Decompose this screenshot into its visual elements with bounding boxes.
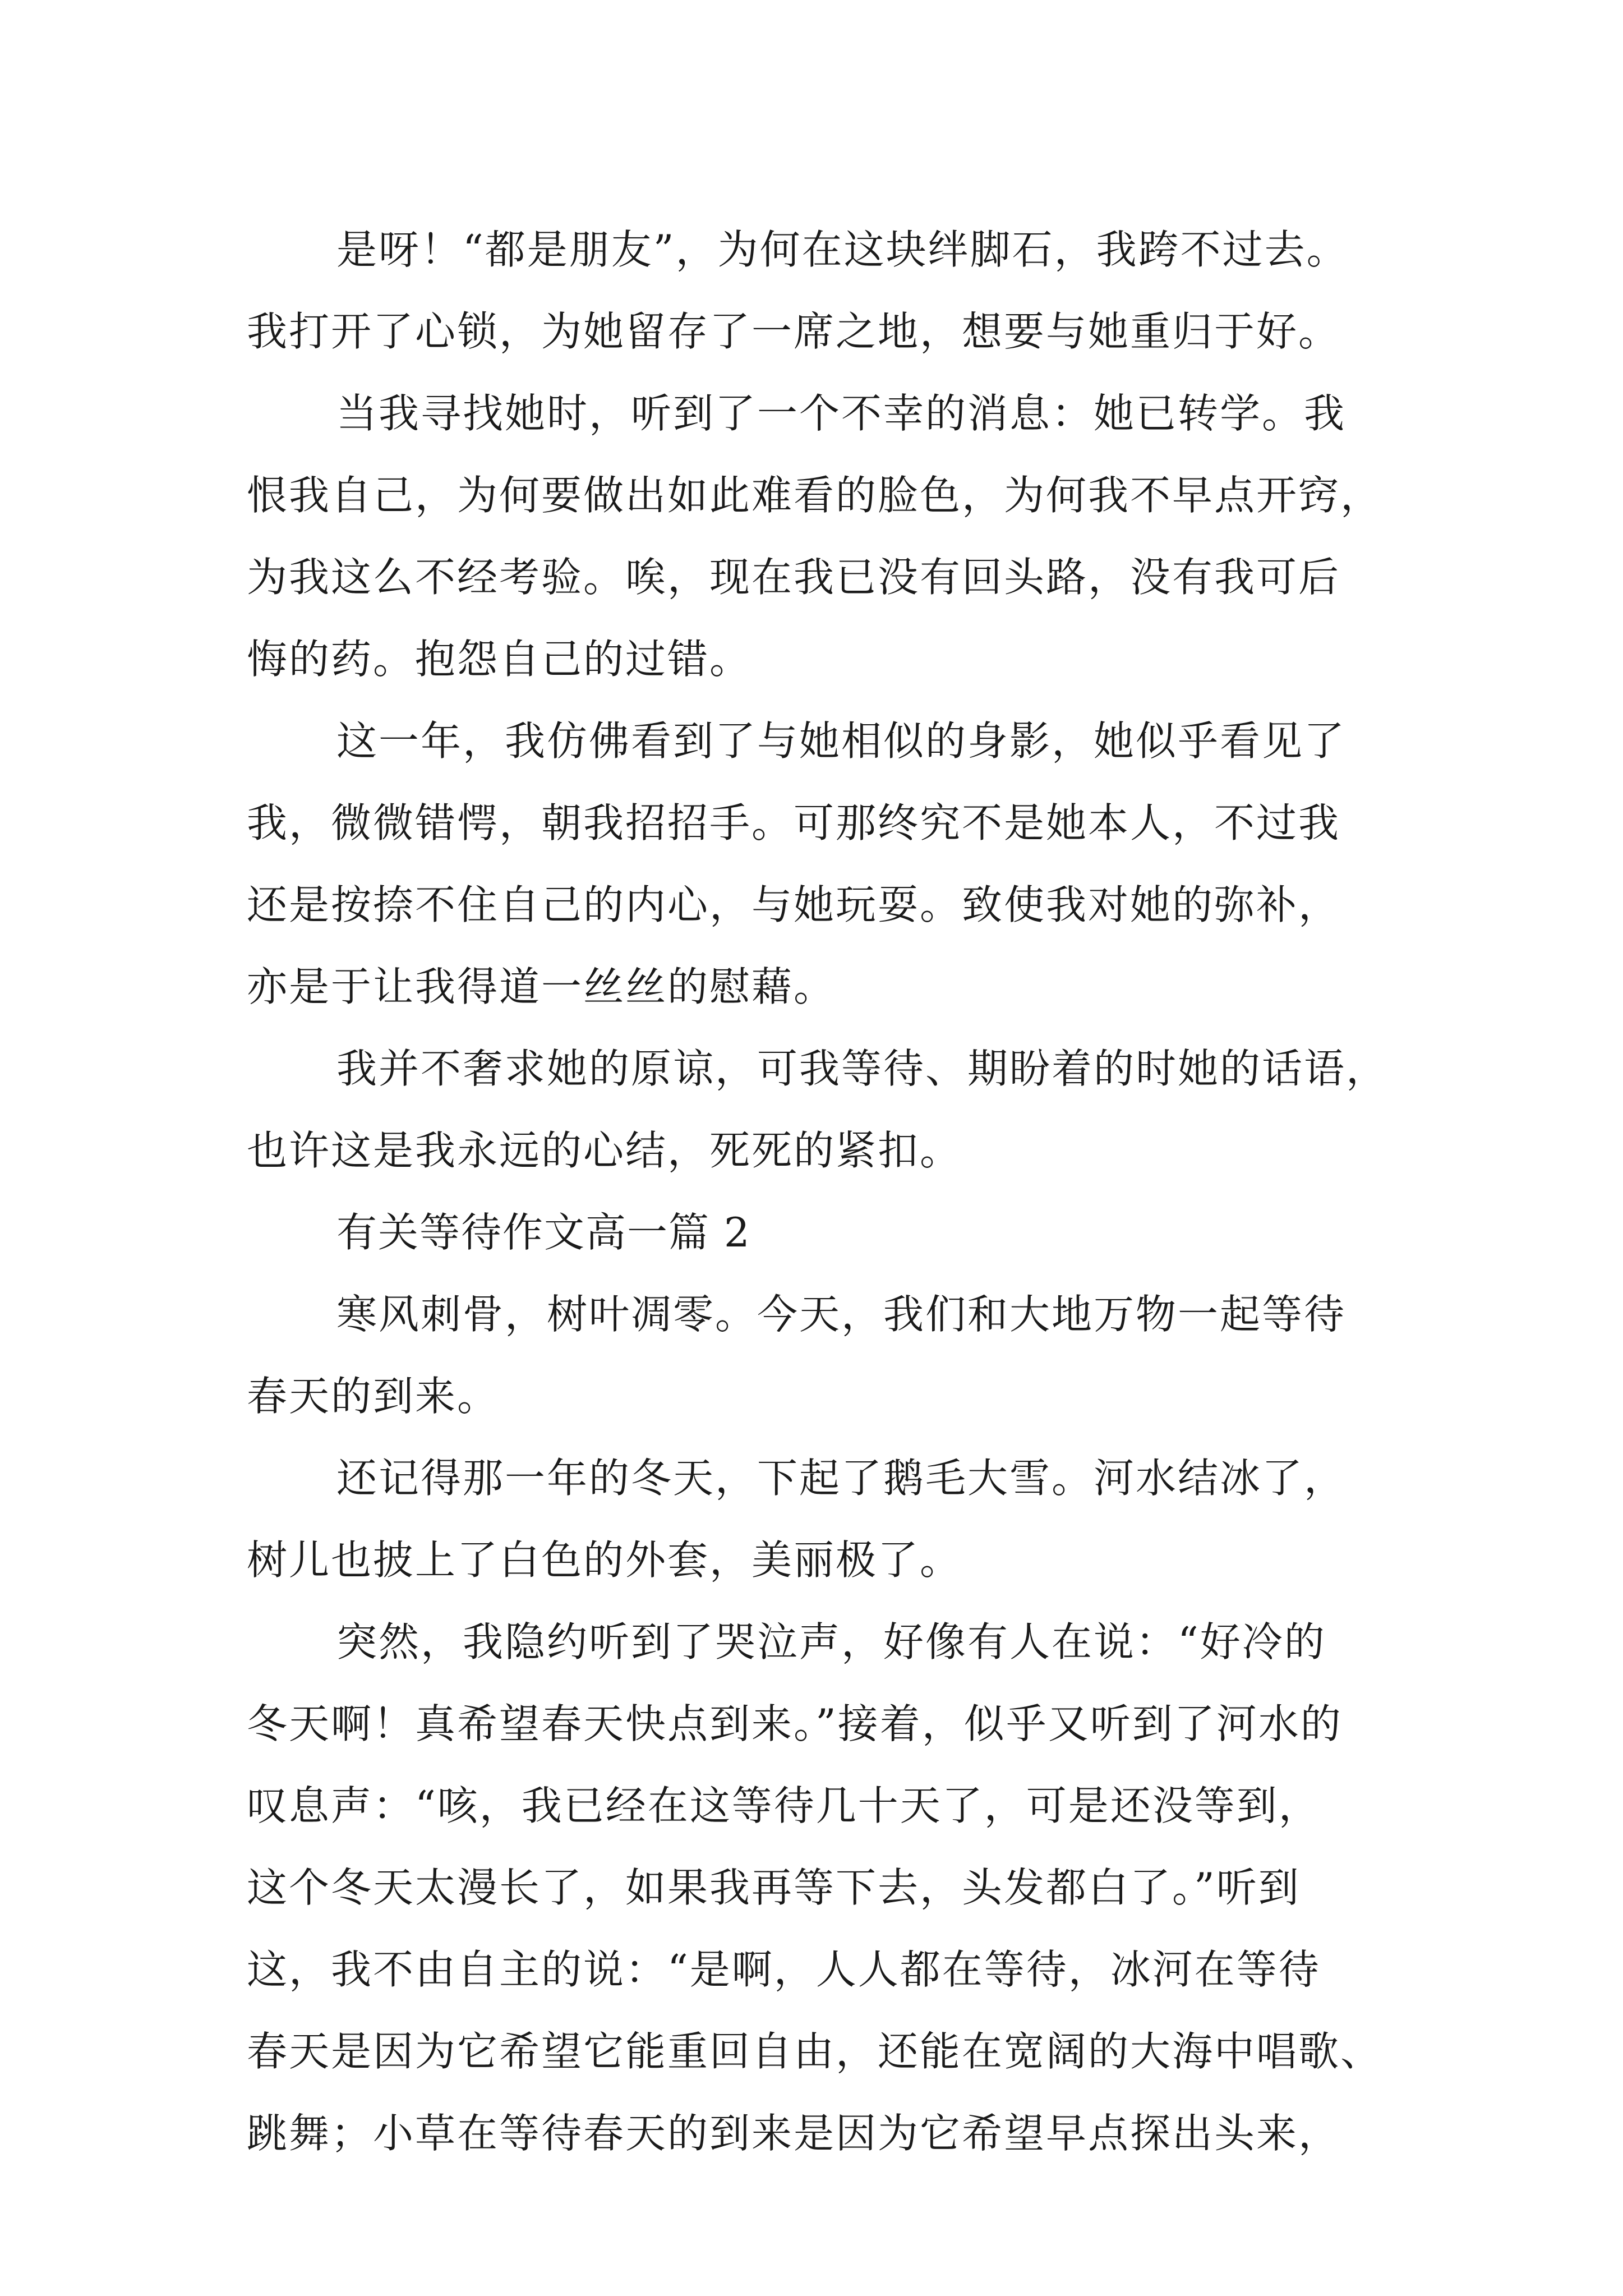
text-line: 为我这么不经考验。唉，现在我已没有回头路，没有我可后	[247, 554, 1341, 601]
text-line: 冬天啊！真希望春天快点到来。”接着，似乎又听到了河水的	[247, 1700, 1343, 1747]
text-line: 突然，我隐约听到了哭泣声，好像有人在说：“好冷的	[336, 1618, 1326, 1665]
text-line: 还记得那一年的冬天，下起了鹅毛大雪。河水结冰了，	[336, 1455, 1347, 1502]
text-line: 这一年，我仿佛看到了与她相似的身影，她似乎看见了	[336, 717, 1347, 765]
text-line: 春天的到来。	[247, 1373, 500, 1420]
text-line: 我并不奢求她的原谅，可我等待、期盼着的时她的话语，	[336, 1045, 1389, 1092]
text-line: 树儿也披上了白色的外套，美丽极了。	[247, 1536, 962, 1584]
text-line: 叹息声：“咳，我已经在这等待几十天了，可是还没等到，	[247, 1782, 1321, 1829]
text-line: 这，我不由自主的说：“是啊，人人都在等待，冰河在等待	[247, 1946, 1321, 1993]
text-line: 悔的药。抱怨自己的过错。	[247, 636, 752, 683]
text-line: 还是按捺不住自己的内心，与她玩耍。致使我对她的弥补，	[247, 881, 1341, 928]
text-line: 也许这是我永远的心结，死死的紧扣。	[247, 1127, 962, 1174]
document-body	[247, 209, 1413, 2174]
text-line: 我，微微错愕，朝我招招手。可那终究不是她本人，不过我	[247, 799, 1341, 846]
text-line: 当我寻找她时，听到了一个不幸的消息：她已转学。我	[336, 390, 1347, 437]
text-line: 我打开了心锁，为她留存了一席之地，想要与她重归于好。	[247, 308, 1341, 355]
text-line: 是呀！“都是朋友”，为何在这块绊脚石，我跨不过去。	[336, 226, 1349, 273]
section-heading: 有关等待作文高一篇 2	[336, 1209, 751, 1256]
text-line: 亦是于让我得道一丝丝的慰藉。	[247, 963, 836, 1010]
text-line: 寒风刺骨，树叶凋零。今天，我们和大地万物一起等待	[336, 1291, 1347, 1338]
text-line: 春天是因为它希望它能重回自由，还能在宽阔的大海中唱歌、	[247, 2028, 1383, 2075]
text-line: 这个冬天太漫长了，如果我再等下去，头发都白了。”听到	[247, 1864, 1301, 1911]
text-line: 跳舞；小草在等待春天的到来是因为它希望早点探出头来，	[247, 2110, 1341, 2157]
text-line: 恨我自己，为何要做出如此难看的脸色，为何我不早点开窍，	[247, 472, 1383, 519]
